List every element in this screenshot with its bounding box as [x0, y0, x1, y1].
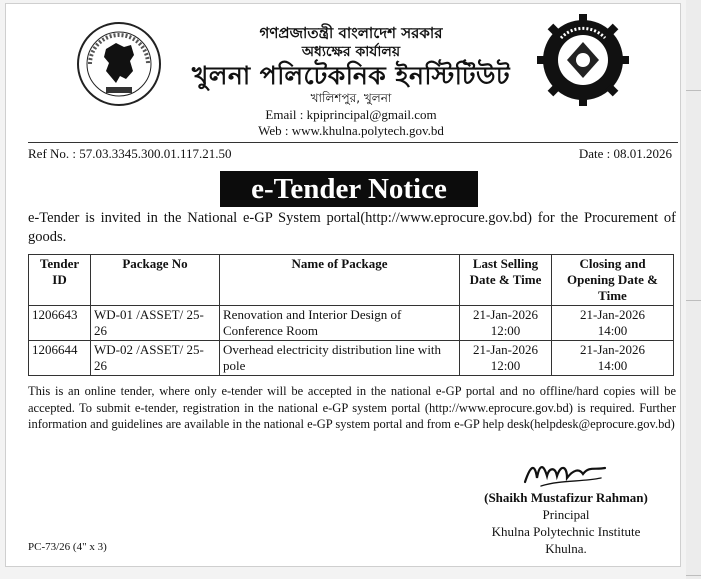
- notice-title: e-Tender Notice: [220, 171, 478, 207]
- package-no: WD-02 /ASSET/ 25-26: [91, 341, 220, 376]
- last-selling-time: 12:00: [490, 323, 521, 338]
- header-last-selling: Last Selling Date & Time: [460, 255, 552, 306]
- notice-date: Date : 08.01.2026: [578, 146, 672, 161]
- strip-mark: [686, 90, 701, 91]
- closing-time: 14:00: [597, 323, 628, 338]
- closing-date: 21-Jan-2026: [580, 307, 645, 322]
- tender-id: 1206644: [29, 341, 91, 376]
- closing-date: 21-Jan-2026: [580, 342, 645, 357]
- strip-mark: [686, 575, 701, 576]
- signatory-name: (Shaikh Mustafizur Rahman): [484, 490, 648, 505]
- tender-id: 1206643: [29, 306, 91, 341]
- table-row: [29, 341, 674, 376]
- closing-time: 14:00: [597, 358, 628, 373]
- address-line: খালিশপুর, খুলনা: [310, 91, 392, 105]
- strip-mark: [686, 300, 701, 301]
- last-selling-date: 21-Jan-2026: [473, 307, 538, 322]
- office-heading: অধ্যক্ষের কার্যালয়: [301, 44, 401, 60]
- last-selling-cell: [460, 341, 552, 376]
- signatory-designation: Principal: [542, 507, 590, 522]
- package-name: Overhead electricity distribution line with pole: [220, 341, 460, 376]
- closing-cell: [552, 306, 674, 341]
- email-line: Email : kpiprincipal@gmail.com: [265, 107, 437, 122]
- signatory-institute: Khulna Polytechnic Institute: [491, 524, 641, 539]
- tender-table: [28, 254, 674, 376]
- handwritten-signature-icon: [521, 456, 609, 490]
- header-package-no: Package No: [91, 255, 220, 306]
- government-heading: গণপ্রজাতন্ত্রী বাংলাদেশ সরকার: [259, 24, 443, 42]
- signature-block: [461, 489, 671, 557]
- last-selling-cell: [460, 306, 552, 341]
- reference-bar: [28, 142, 678, 161]
- signatory-city: Khulna.: [545, 541, 587, 556]
- institute-heading: খুলনা পলিটেকনিক ইনস্টিটিউট: [191, 61, 511, 90]
- intro-paragraph: e-Tender is invited in the National e-GP System portal(http://www.eprocure.gov.bd) for the Procurement of goods.: [28, 210, 676, 245]
- reference-number: Ref No. : 57.03.3345.300.01.117.21.50: [28, 146, 232, 161]
- footnote-paragraph: This is an online tender, where only e-tender will be accepted in the national e-GP portal and no offline/hard copies will be accepted. To submit e-tender, registration in the national e-GP system portal (http://www.eprocure.gov.bd) is required. Further information and guidelines are available in the national e-GP system portal and from e-GP help desk(helpdesk@eprocure.gov.bd): [28, 384, 676, 431]
- package-name: Renovation and Interior Design of Conference Room: [220, 306, 460, 341]
- last-selling-date: 21-Jan-2026: [473, 342, 538, 357]
- pc-code: PC-73/26 (4" x 3): [28, 541, 107, 553]
- institute-logo-icon: [537, 14, 629, 106]
- table-header-row: [29, 255, 674, 306]
- package-no: WD-01 /ASSET/ 25-26: [91, 306, 220, 341]
- last-selling-time: 12:00: [490, 358, 521, 373]
- header-closing-opening: Closing and Opening Date & Time: [552, 255, 674, 306]
- page-edge-strip: [686, 0, 701, 579]
- bangladesh-government-seal-icon: [76, 21, 162, 107]
- header-tender-id: Tender ID: [29, 255, 91, 306]
- header-package-name: Name of Package: [220, 255, 460, 306]
- notice-sheet: [5, 3, 681, 567]
- web-line: Web : www.khulna.polytech.gov.bd: [258, 123, 444, 138]
- closing-cell: [552, 341, 674, 376]
- table-row: [29, 306, 674, 341]
